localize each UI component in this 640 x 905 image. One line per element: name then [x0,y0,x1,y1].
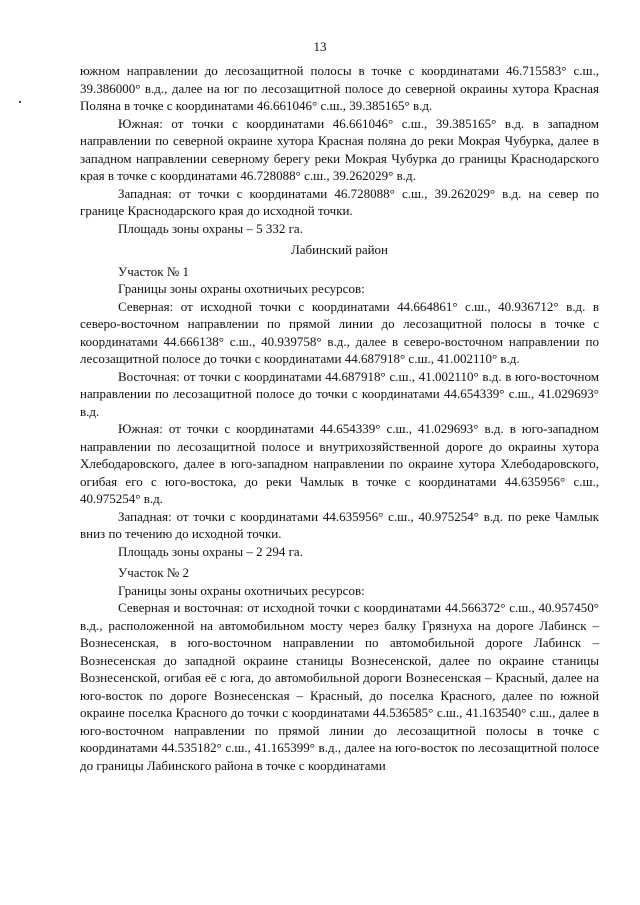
paragraph-continuation: южном направлении до лесозащитной полосы в точке с координатами 46.715583° с.ш., 39.386000° в.д., далее на юг по лесозащитной полосе до северной окраины хутора Красная Поляна в точке с координатами 46.661046° с.ш., 39.385165° в.д. [80,63,599,113]
paragraph-north-east-boundary: Северная и восточная: от исходной точки с координатами 44.566372° с.ш., 40.957450° в.д., расположенной на автомобильном мосту через балку Грязнуха на дороге Лабинск – Вознесенская, в юго-восточном направлении по автомобильной дороге Лабинск – Вознесенская до западной окраине станицы Вознесенской, далее по окраине станицы Вознесенской, огибая её с юга, до автомобильной дороги Вознесенская – Красный, далее на юго-восток по дороге Вознесенская – Красный, до поселка Красного, далее по южной окраине поселка Красного до точки с координатами 44.536585° с.ш., 41.163540° с.ш., далее в юго-восточном направлении по прямой линии до лесозащитной полосы в точке с координатами 44.535182° с.ш., 41.165399° в.д., далее на юго-восток по лесозащитной полосе до границы Лабинского района в точке с координатами [80,600,599,773]
paragraph-west-boundary-2: Западная: от точки с координатами 44.635956° с.ш., 40.975254° в.д. по реке Чамлык вниз по течению до исходной точки. [80,508,599,541]
section-heading-1: Участок № 1 [118,263,190,279]
page-number: 13 [313,39,327,54]
paragraph-boundaries-title: Границы зоны охраны охотничьих ресурсов: [118,281,365,296]
document-body [80,62,599,774]
paragraph-boundaries-title-2: Границы зоны охраны охотничьих ресурсов: [118,582,365,598]
paragraph-east-boundary: Восточная: от точки с координатами 44.687918° с.ш., 41.002110° в.д. в юго-восточном направлении по лесозащитной полосе до точки с координатами 44.654339° с.ш., 41.029693° в.д. [80,368,599,419]
section-heading-2: Участок № 2 [118,565,190,580]
paragraph-area: Площадь зоны охраны – 5 332 га. [118,220,303,236]
paragraph-area-2: Площадь зоны охраны – 2 294 га. [118,543,303,559]
district-heading: Лабинский район [290,242,389,257]
paragraph-south-boundary-2: Южная: от точки с координатами 44.654339° с.ш., 41.029693° в.д. в юго-западном направлении по лесозащитной полосе и внутрихозяйственной дороге до окраины хутора Хлебодаровского, далее в юго-западном направлении по окраине хутора Хлебодаровского, огибая его с юго-востока, до реки Чамлык в точке с координатами 44.635956° с.ш., 40.975254° в.д. [80,421,599,506]
paragraph-south-boundary: Южная: от точки с координатами 46.661046° с.ш., 39.385165° в.д. в западном направлении по северной окраине хутора Красная поляна до реки Мокрая Чубурка, далее в западном направлении северному берегу реки Мокрая Чубурка до границы Краснодарского края в точке с координатами 46.728088° с.ш., 39.262029° в.д. [80,115,599,183]
paragraph-north-boundary: Северная: от исходной точки с координатами 44.664861° с.ш., 40.936712° в.д. в северо-восточном направлении по прямой линии до лесозащитной полосы в точке с координатами 44.666138° с.ш., 40.939758° в.д., далее в северо-восточном направлении по лесозащитной полосе до точки с координатами 44.687918° с.ш., 41.002110° в.д. [80,298,599,366]
paragraph-west-boundary: Западная: от точки с координатами 46.728088° с.ш., 39.262029° в.д. на север по границе Краснодарского края до исходной точки. [80,185,599,218]
scan-mark [19,101,21,103]
